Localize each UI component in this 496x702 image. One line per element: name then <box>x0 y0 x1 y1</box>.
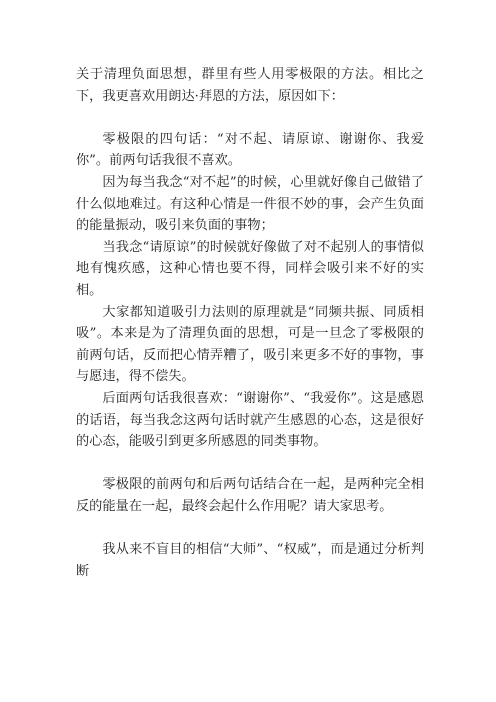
paragraph-sorry: 因为每当我念“对不起”的时候，心里就好像自己做错了什么似地难过。有这种心情是一件很不妙的事，会产生负面的能量振动，吸引来负面的事物； <box>76 174 424 234</box>
paragraph-intro: 关于清理负面思想，群里有些人用零极限的方法。相比之下，我更喜欢用朗达·拜恩的方法，原因如下： <box>76 67 424 104</box>
paragraph-spacer <box>76 453 424 475</box>
paragraph-combined-energy: 零极限的前两句和后两句话结合在一起，是两种完全相反的能量在一起，最终会起什么作用呢？请大家思考。 <box>76 477 424 514</box>
document-body <box>76 64 424 582</box>
paragraph-forgive: 当我念“请原谅”的时候就好像做了对不起别人的事情似地有愧疚感，这种心情也要不得，同样会吸引来不好的实相。 <box>76 239 424 298</box>
paragraph-spacer <box>76 107 424 129</box>
paragraph-authority: 我从来不盲目的相信“大师”、“权威”，而是通过分析判断 <box>76 542 424 579</box>
paragraph-thank-you-love-you: 后面两句话我很喜欢：“谢谢你”、“我爱你”。这是感恩的话语，每当我念这两句话时就产生感恩的心态，这是很好的心态，能吸引到更多所感恩的同类事物。 <box>76 390 424 450</box>
paragraph-spacer <box>76 517 424 539</box>
paragraph-law-of-attraction: 大家都知道吸引力法则的原理就是“同频共振、同质相吸”。本来是为了清理负面的思想，可是一旦念了零极限的前两句话，反而把心情弄糟了，吸引来更多不好的事物，事与愿违，得不偿失。 <box>76 304 424 385</box>
paragraph-four-phrases: 零极限的四句话：“对不起、请原谅、谢谢你、我爱你”。前两句话我很不喜欢。 <box>76 131 424 169</box>
